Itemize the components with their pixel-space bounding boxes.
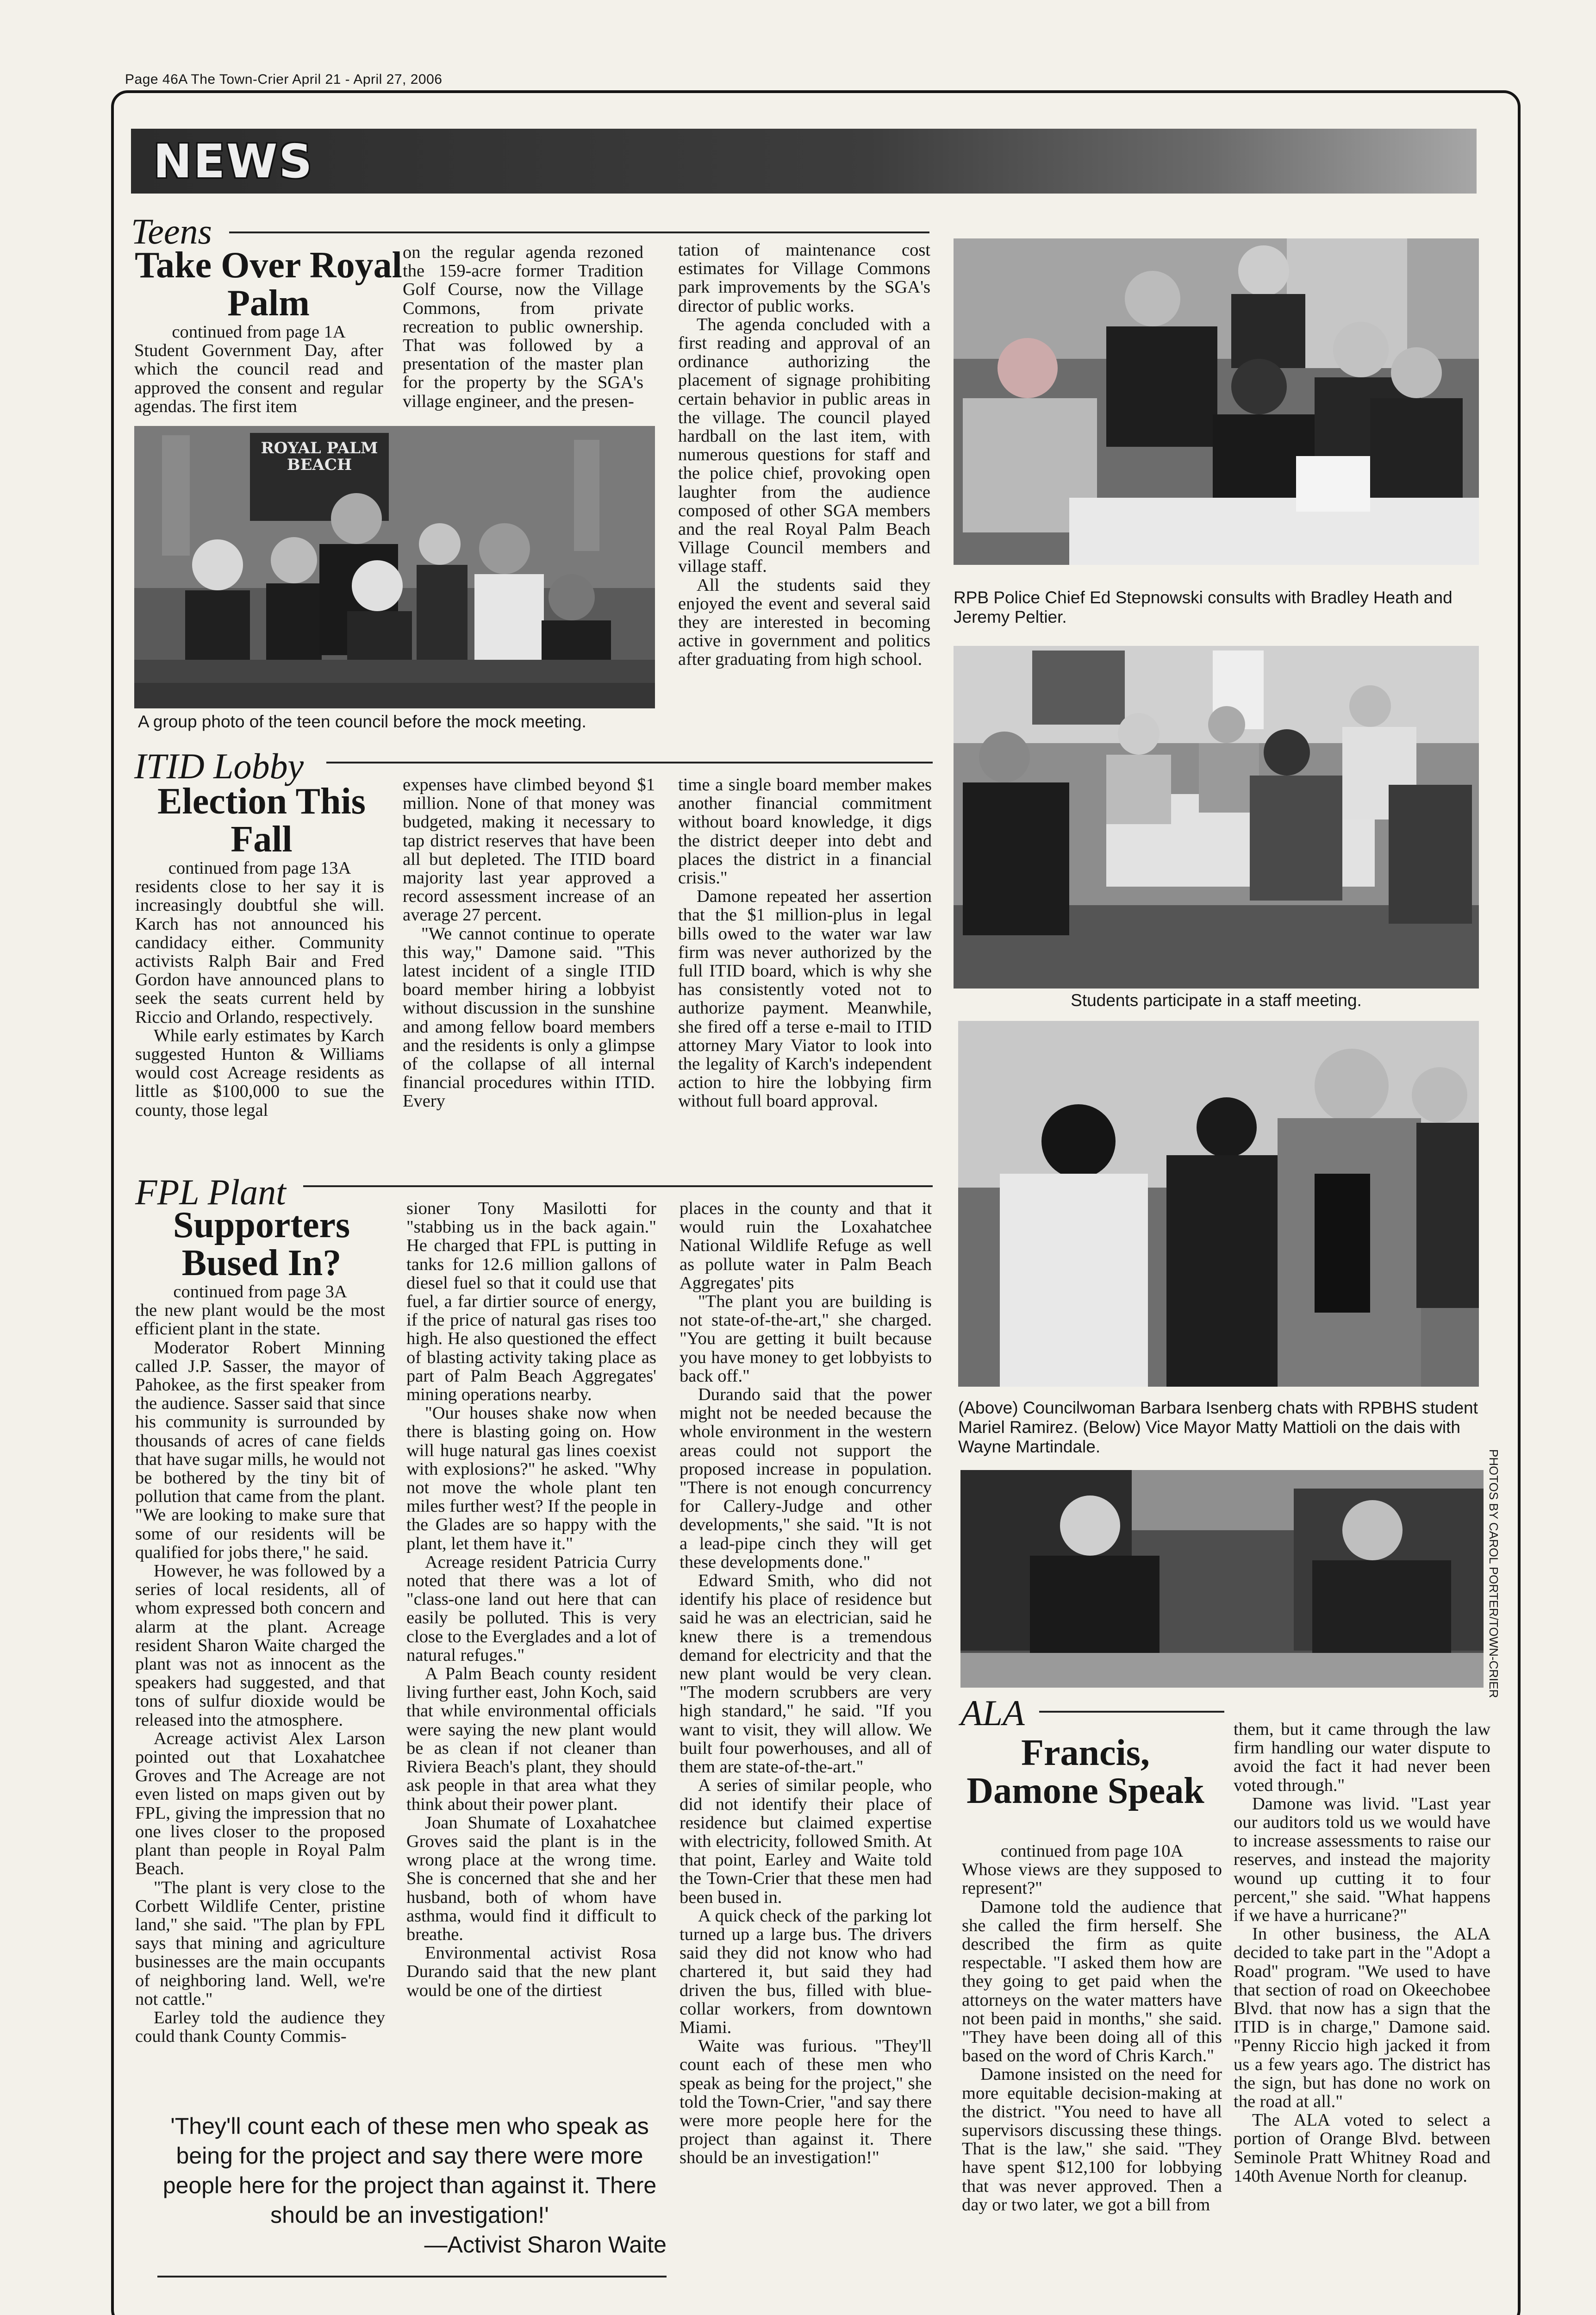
itid-headline: Election This Fall	[157, 781, 366, 860]
fpl-continued: continued from page 3A	[173, 1283, 347, 1301]
photo-sign-text: ROYAL PALM BEACH	[261, 439, 378, 474]
teens-column-1: continued from page 1A Student Government Day, after which the council read and approved the consent and regular agendas. The first item	[134, 323, 383, 416]
dais-photo	[960, 1470, 1484, 1688]
itid-kicker: ITID Lobby	[134, 746, 304, 786]
police-chief-caption: RPB Police Chief Ed Stepnowski consults with Bradley Heath and Jeremy Peltier.	[954, 588, 1453, 626]
teens-kicker: Teens	[131, 211, 212, 251]
police-chief-photo	[954, 238, 1479, 565]
teen-council-photo	[134, 426, 655, 708]
fpl-kicker-rule	[303, 1185, 933, 1187]
fpl-column-1: continued from page 3A the new plant would be the most efficient plant in the state. Moderator Robert Minning called J.P. Sasser, the mayor of Pahokee, as the first speaker from the audience. Sasser said that since his community is surrounded by thousands of acres of cane fields that have sugar mills, he would not be bothered by the tiny bit of pollution that came from the plant. "We are looking to make sure that some of our residents will be qualified for jobs there," he said. However, he was followed by a series of local residents, all of whom expressed both concern and alarm at the plant. Acreage resident Sharon Waite charged the plant was not as innocent as the speakers had suggested, and that tons of sulfur dioxide would be released into the atmosphere. Acreage activist Alex Larson pointed out that Loxahatchee Groves and The Acreage are not even listed on maps given out by FPL, giving the impression that no one lives closer to the proposed plant than people in Royal Palm Beach. "The plant is very close to the Corbett Wildlife Center, pristine land," she said. "The plan by FPL says that mining and agriculture businesses are the main occupants of neighboring land. Well, we're not cattle." Earley told the audience they could thank County Commis-	[135, 1283, 385, 2046]
pull-quote	[153, 2111, 667, 2259]
isenberg-caption: (Above) Councilwoman Barbara Isenberg chats with RPBHS student Mariel Ramirez. (Below) Vice Mayor Matty Mattioli on the dais with Wayne Martindale.	[958, 1398, 1478, 1456]
teens-kicker-rule	[229, 232, 929, 233]
page-header: Page 46A The Town-Crier April 21 - April 27, 2006	[125, 72, 443, 87]
staff-meeting-caption: Students participate in a staff meeting.	[1071, 991, 1362, 1010]
teens-column-3: tation of maintenance cost estimates for Village Commons park improvements by the SGA's director of public works. The agenda concluded with a first reading and approval of an ordinance authorizing the placement of signage prohibiting certain behavior in public areas in the village. The council played hardball on the last item, with numerous questions for staff and the police chief, provoking open laughter from the audience composed of other SGA members and the real Royal Palm Beach Village Council members and village staff. All the students said they enjoyed the event and several said they are interested in becoming active in government and politics after graduating from high school.	[678, 241, 930, 669]
itid-column-1: continued from page 13A residents close to her say it is increasingly doubtful she will. Karch has not announced his candidacy either. Community activists Ralph Bair and Fred Gordon have announced plans to seek the seats current held by Riccio and Orlando, respectively. While early estimates by Karch suggested Hunton & Williams would cost Acreage residents as little as $100,000 to sue the county, those legal	[135, 859, 384, 1120]
fpl-column-3: places in the county and that it would ruin the Loxahatchee National Wildlife Refuge as well as pollute water in Palm Beach Aggregates' pits "The plant you are building is not state-of-the-art," she charged. "You are getting it built because you have money to get lobbyists to back off." Durando said that the power might not be needed because the whole environment in the western areas could not support the proposed increase in population. "There is not enough concurrency for Callery-Judge and other developments," she said. "It is not a lead-pipe cinch they will get these developments done." Edward Smith, who did not identify his place of residence but said he was an electrician, said he knew there is a tremendous demand for electricity and that the new plant would be very clean. "The modern scrubbers are very high standard," he said. "If you want to visit, they will allow. We built four powerhouses, and all of them are state-of-the-art." A series of similar people, who did not identify their place of residence but claimed expertise with electricity, followed Smith. At that point, Earley and Waite told the Town-Crier that these men had been bused in. A quick check of the parking lot turned up a large bus. The drivers said they did not know who had chartered it, but said they had driven the bus, filled with blue-collar workers, from downtown Miami. Waite was furious. "They'll count each of these men who speak as being for the project," she told the Town-Crier, "and say there were more people here for the project than against it. There should be an investigation!"	[680, 1199, 932, 2168]
itid-kicker-rule	[326, 762, 933, 763]
pull-quote-attribution: —Activist Sharon Waite	[424, 2232, 667, 2258]
itid-column-2: expenses have climbed beyond $1 million. None of that money was budgeted, making it necessary to tap district reserves that have been all but depleted. The ITID board majority last year approved a record assessment increase of an average 27 percent. "We cannot continue to operate this way," Damone said. "This latest incident of a single ITID board member hiring a lobbyist without discussion in the sunshine and among fellow board members and the residents is only a glimpse of the collapse of all internal financial procedures within ITID. Every	[403, 776, 655, 1111]
teens-continued: continued from page 1A	[172, 323, 346, 342]
ala-column-2: them, but it came through the law firm handling our water dispute to avoid the fact it had never been voted through." Damone was livid. "Last year our auditors told us we would have to increase assessments to raise our reserves, and instead the majority wound up cutting it to four percent," she said. "What happens if we have a hurricane?" In other business, the ALA decided to take part in the "Adopt a Road" program. "We used to have that section of road on Okeechobee Blvd. that now has a sign that the ITID is in charge," Damone said. "Penny Riccio high jacked it from us a few years ago. The district has the sign, but has done no work on the road at all." The ALA voted to select a portion of Orange Blvd. between Seminole Pratt Whitney Road and 140th Avenue North for cleanup.	[1234, 1720, 1490, 2186]
teens-headline: Take Over Royal Palm	[135, 245, 402, 324]
pull-quote-text: 'They'll count each of these men who speak as being for the project and say there were more people here for the project than against it. There should be an investigation!'	[162, 2113, 657, 2228]
section-banner	[131, 129, 1477, 194]
staff-meeting-photo	[954, 646, 1479, 989]
isenberg-photo	[958, 1021, 1479, 1387]
fpl-headline: Supporters Bused In?	[173, 1205, 350, 1283]
pull-quote-rule	[157, 2276, 667, 2277]
fpl-column-2: sioner Tony Masilotti for "stabbing us in the back again." He charged that FPL is putting in tanks for 12.6 million gallons of diesel fuel so that it could use that fuel, a far dirtier source of energy, if the price of natural gas rises too high. He also questioned the effect of blasting activity taking place as part of Palm Beach Aggregates' mining operations nearby. "Our houses shake now when there is blasting going on. How will huge natural gas lines coexist with explosions?" he asked. "Why not move the whole plant ten miles further west? If the people in the Glades are so happy with the plant, let them have it." Acreage resident Patricia Curry noted that there was a lot of "class-one land out here that can easily be polluted. This is very close to the Everglades and a lot of natural refuges." A Palm Beach county resident living further east, John Koch, said that while environmental officials were saying the new plant would be as clean if not cleaner than Riviera Beach's plant, they should ask people in that area what they think about their power plant. Joan Shumate of Loxahatchee Groves said the plant is in the wrong place at the wrong time. She is concerned that she and her husband, both of whom have asthma, would find it difficult to breathe. Environmental activist Rosa Durando said that the new plant would be one of the dirtiest	[406, 1199, 656, 2000]
ala-column-1: continued from page 10A Whose views are they supposed to represent?" Damone told the audience that she called the firm herself. She described the firm as quite respectable. "I asked them how are they going to get paid when the attorneys on the water matters have not been paid in months," she said. "They have been doing all of this based on the word of Chris Karch." Damone insisted on the need for more equitable decision-making at the district. "You need to have all supervisors discussing these things. That is the law," she said. "They have spent $12,100 for lobbying that was never approved. Then a day or two later, we got a bill from	[962, 1842, 1222, 2215]
photo-credit: PHOTOS BY CAROL PORTER/TOWN-CRIER	[1487, 1449, 1501, 1698]
teens-column-2: on the regular agenda rezoned the 159-acre former Tradition Golf Course, now the Village Commons, from private recreation to public ownership. That was followed by a presentation of the master plan for the property by the SGA's village engineer, and the presen-	[403, 243, 643, 411]
ala-continued: continued from page 10A	[1000, 1842, 1184, 1861]
ala-kicker: ALA	[960, 1693, 1025, 1733]
teens-photo-caption: A group photo of the teen council before the mock meeting.	[138, 712, 586, 731]
fpl-kicker: FPL Plant	[135, 1172, 286, 1212]
ala-headline: Francis, Damone Speak	[966, 1733, 1204, 1811]
itid-column-3: time a single board member makes another financial commitment without board knowledge, it digs the district deeper into debt and places the district in a financial crisis." Damone repeated her assertion that the $1 million-plus in legal bills owed to the water war law firm was never authorized by the full ITID board, which is why she has consistently voted not to authorize payment. Meanwhile, she fired off a terse e-mail to ITID attorney Mary Viator to look into the legality of Karch's independent action to hire the lobbying firm without full board approval.	[678, 776, 932, 1111]
itid-continued: continued from page 13A	[168, 859, 351, 878]
section-title: NEWS	[153, 134, 314, 188]
ala-kicker-rule	[1039, 1711, 1224, 1713]
